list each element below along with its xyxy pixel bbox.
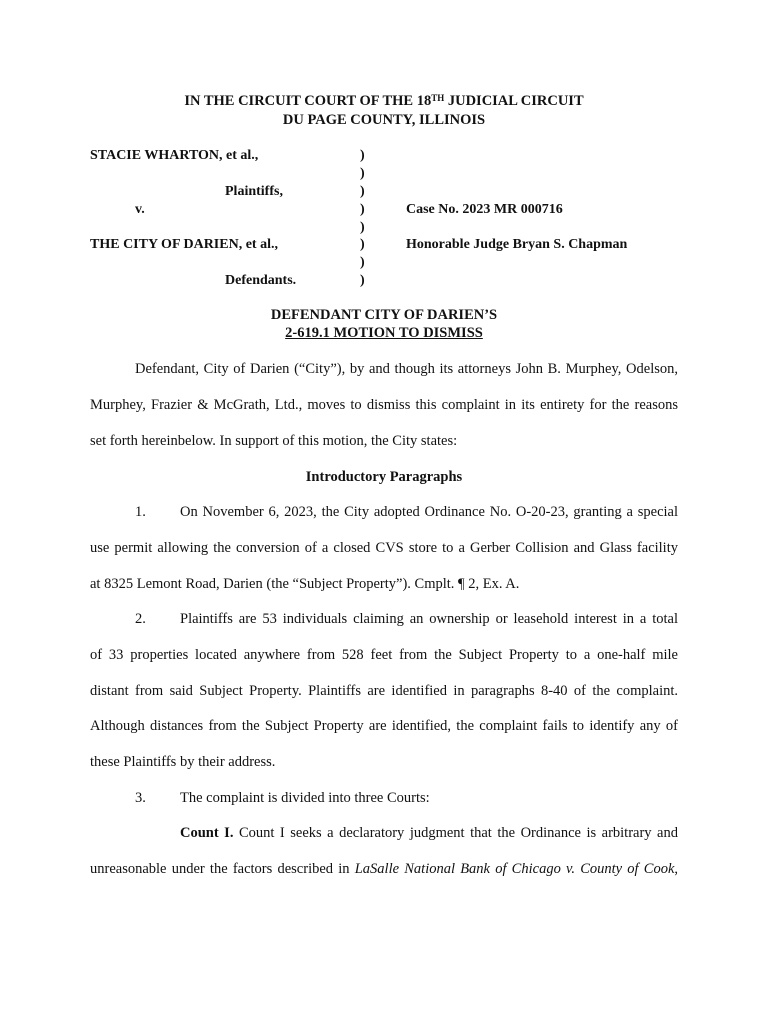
court-heading-line-1: IN THE CIRCUIT COURT OF THE 18TH JUDICIAL CIRCUIT	[184, 93, 584, 109]
p2-line-2: of 33 properties located anywhere from 528 feet from the Subject Property to a one-half mile	[90, 647, 678, 663]
intro-line-1: Defendant, City of Darien (“City”), by and though its attorneys John B. Murphey, Odelson,	[135, 361, 678, 377]
paragraph-number: 2.	[135, 611, 146, 627]
caption-paren: )	[360, 202, 365, 217]
plaintiff-name: STACIE WHARTON, et al.,	[90, 148, 259, 163]
plaintiff-role: Plaintiffs,	[225, 184, 283, 199]
caption-paren: )	[360, 184, 365, 199]
caption-paren: )	[360, 255, 365, 270]
case-number: Case No. 2023 MR 000716	[406, 202, 563, 217]
caption-paren: )	[360, 237, 365, 252]
caption-paren: )	[360, 148, 365, 163]
defendant-role: Defendants.	[225, 273, 297, 288]
count-1-line-1: Count I. Count I seeks a declaratory judgment that the Ordinance is arbitrary and	[180, 825, 678, 841]
p2-line-1: Plaintiffs are 53 individuals claiming an ownership or leasehold interest in a total	[180, 611, 678, 627]
court-heading-line-2: DU PAGE COUNTY, ILLINOIS	[282, 112, 486, 128]
caption-paren: )	[360, 220, 365, 235]
count-1-line-2: unreasonable under the factors described in LaSalle National Bank of Chicago v. County of Cook,	[90, 861, 679, 877]
p2-line-4: Although distances from the Subject Property are identified, the complaint fails to identify any of	[90, 718, 678, 734]
intro-line-2: Murphey, Frazier & McGrath, Ltd., moves to dismiss this complaint in its entirety for the reasons	[90, 397, 678, 413]
motion-title-line-2: 2-619.1 MOTION TO DISMISS	[285, 325, 483, 341]
count-1-label: Count I.	[180, 825, 234, 841]
section-heading: Introductory Paragraphs	[305, 469, 463, 485]
versus-label: v.	[135, 202, 145, 217]
motion-title-line-2-wrap	[0, 325, 768, 342]
case-citation: LaSalle National Bank of Chicago v. County of Cook	[354, 861, 675, 877]
caption-paren: )	[360, 273, 365, 288]
p3-line-1: The complaint is divided into three Courts:	[180, 790, 430, 806]
p2-line-3: distant from said Subject Property. Plaintiffs are identified in paragraphs 8-40 of the complaint.	[90, 683, 678, 699]
paragraph-number: 1.	[135, 504, 146, 520]
motion-title-line-1: DEFENDANT CITY OF DARIEN’S	[270, 307, 498, 323]
caption-paren: )	[360, 166, 365, 181]
p1-line-1: On November 6, 2023, the City adopted Ordinance No. O-20-23, granting a special	[180, 504, 678, 520]
paragraph-number: 3.	[135, 790, 146, 806]
p1-line-3: at 8325 Lemont Road, Darien (the “Subject Property”). Cmplt. ¶ 2, Ex. A.	[90, 576, 520, 592]
p2-line-5: these Plaintiffs by their address.	[90, 754, 276, 770]
intro-line-3: set forth hereinbelow. In support of this motion, the City states:	[90, 433, 458, 449]
p1-line-2: use permit allowing the conversion of a closed CVS store to a Gerber Collision and Glass facility	[90, 540, 678, 556]
defendant-name: THE CITY OF DARIEN, et al.,	[90, 237, 278, 252]
judge-name: Honorable Judge Bryan S. Chapman	[406, 237, 628, 252]
